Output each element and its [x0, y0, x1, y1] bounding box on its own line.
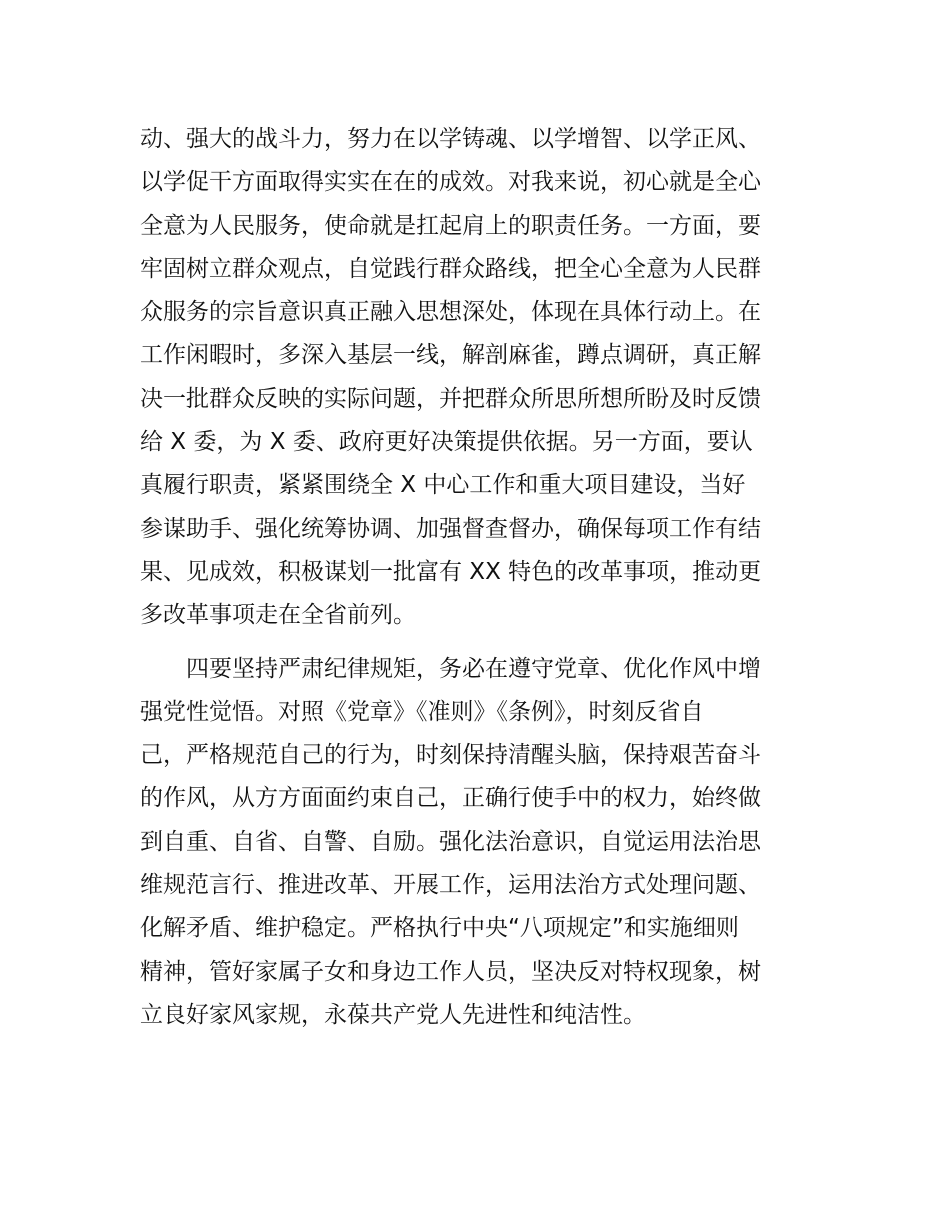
text-line: 强党性觉悟。对照《党章》《准则》《条例》，时刻反省自: [140, 698, 704, 725]
paragraph-spacer: [140, 638, 820, 648]
text-line: 果、见成效，积极谋划一批富有 XX 特色的改革事项，推动更: [140, 558, 762, 585]
text-line: 的作风，从方方面面约束自己，正确行使手中的权力，始终做: [140, 785, 761, 812]
text-line: 以学促干方面取得实实在在的成效。对我来说，初心就是全心: [140, 169, 761, 196]
text-line: 给 X 委，为 X 委、政府更好决策提供依据。另一方面，要认: [140, 429, 753, 456]
text-line: 立良好家风家规，永葆共产党人先进性和纯洁性。: [140, 1001, 646, 1028]
text-line: 工作闲暇时，多深入基层一线，解剖麻雀，蹲点调研，真正解: [140, 342, 761, 369]
text-line: 精神，管好家属子女和身边工作人员，坚决反对特权现象，树: [140, 958, 761, 985]
text-line: 牢固树立群众观点，自觉践行群众路线，把全心全意为人民群: [140, 255, 761, 282]
text-line: 多改革事项走在全省前列。: [140, 602, 416, 629]
text-line: 己，严格规范自己的行为，时刻保持清醒头脑，保持艰苦奋斗: [140, 742, 761, 769]
text-line: 参谋助手、强化统筹协调、加强督查督办，确保每项工作有结: [140, 515, 761, 542]
text-line: 化解矛盾、维护稳定。严格执行中央“八项规定”和实施细则: [140, 915, 739, 942]
text-line: 维规范言行、推进改革、开展工作，运用法治方式处理问题、: [140, 872, 761, 899]
text-line: 全意为人民服务，使命就是扛起肩上的职责任务。一方面，要: [140, 212, 761, 239]
text-line-indented: 四要坚持严肃纪律规矩，务必在遵守党章、优化作风中增: [186, 655, 761, 682]
text-line: 真履行职责，紧紧围绕全 X 中心工作和重大项目建设，当好: [140, 472, 746, 499]
paragraph-2: [140, 648, 820, 1038]
paragraph-1: [140, 118, 820, 638]
text-line: 动、强大的战斗力，努力在以学铸魂、以学增智、以学正风、: [140, 126, 761, 152]
text-line: 众服务的宗旨意识真正融入思想深处，体现在具体行动上。在: [140, 299, 761, 326]
document-body: [140, 118, 820, 1037]
text-line: 决一批群众反映的实际问题，并把群众所思所想所盼及时反馈: [140, 385, 761, 412]
text-line: 到自重、自省、自警、自励。强化法治意识，自觉运用法治思: [140, 828, 761, 855]
